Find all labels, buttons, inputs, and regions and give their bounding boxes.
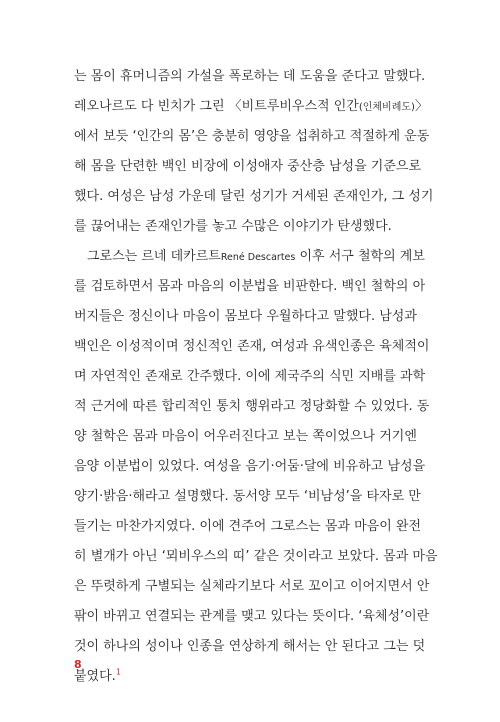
foreign-name: René Descartes [220, 252, 296, 263]
text-line: 적 근거에 따른 합리적인 통치 행위라고 정당화할 수 있었다. 동 [74, 399, 430, 414]
text-line: 해 몸을 단련한 백인 비장에 이성애자 중산층 남성을 기준으로 [74, 159, 422, 174]
text-line: 에서 보듯 ‘인간의 몸’은 충분히 영양을 섭취하고 적절하게 운동 [74, 129, 430, 144]
text-fragment: 레오나르도 다 빈치가 그린 〈비트루비우스적 인간 [74, 99, 359, 114]
figure-subtitle: (인체비례도) [358, 102, 415, 113]
paragraph-1 [74, 62, 434, 242]
text-fragment: 붙였다. [74, 669, 116, 684]
footnote-marker[interactable]: 1 [115, 667, 121, 677]
text-line: 들기는 마찬가지였다. 이에 견주어 그로스는 몸과 마음이 완전 [74, 519, 422, 534]
text-line: 팎이 바뀌고 연결되는 관계를 맺고 있다는 뜻이다. ‘육체성’이란 [74, 609, 430, 624]
paragraph-2 [74, 242, 438, 692]
text-line: 음양 이분법이 있었다. 여성을 음기·어둠·달에 비유하고 남성을 [74, 459, 426, 474]
body-text [74, 62, 438, 692]
text-line: 를 끊어내는 존재인가를 놓고 수많은 이야기가 탄생했다. [74, 219, 392, 234]
text-line: 은 뚜렷하게 구별되는 실체라기보다 서로 꼬이고 이어지면서 안 [74, 579, 430, 594]
text-line [74, 662, 414, 692]
text-line: 며 자연적인 존재로 간주했다. 이에 제국주의 식민 지배를 과학 [74, 369, 426, 384]
text-line: 백인은 이성적이며 정신적인 존재, 여성과 유색인종은 육체적이 [74, 339, 430, 354]
text-line: 양기·밝음·해라고 설명했다. 동서양 모두 ‘비남성’을 타자로 만 [74, 489, 421, 504]
text-line [74, 242, 425, 272]
text-line: 버지들은 정신이나 마음이 몸보다 우월하다고 말했다. 남성과 [74, 309, 417, 324]
text-line: 양 철학은 몸과 마음이 어우러진다고 보는 쪽이었으나 거기엔 [74, 429, 417, 444]
text-line: 것이 하나의 성이나 인종을 연상하게 해서는 안 된다고 그는 덧 [74, 639, 426, 654]
text-fragment: 〉 [414, 99, 428, 114]
text-line: 는 몸이 휴머니즘의 가설을 폭로하는 데 도움을 준다고 말했다. [74, 69, 426, 84]
text-fragment: 그로스는 르네 데카르트 [87, 249, 221, 264]
text-line: 했다. 여성은 남성 가운데 달린 성기가 거세된 존재인가, 그 성기 [74, 189, 434, 204]
page-number: 8 [74, 658, 82, 671]
text-fragment: 이후 서구 철학의 계보 [295, 249, 425, 264]
text-line: 히 별개가 아닌 ‘뫼비우스의 띠’ 같은 것이라고 보았다. 몸과 마음 [74, 549, 438, 564]
text-line [74, 92, 428, 122]
text-line: 를 검토하면서 몸과 마음의 이분법을 비판한다. 백인 철학의 아 [74, 279, 426, 294]
